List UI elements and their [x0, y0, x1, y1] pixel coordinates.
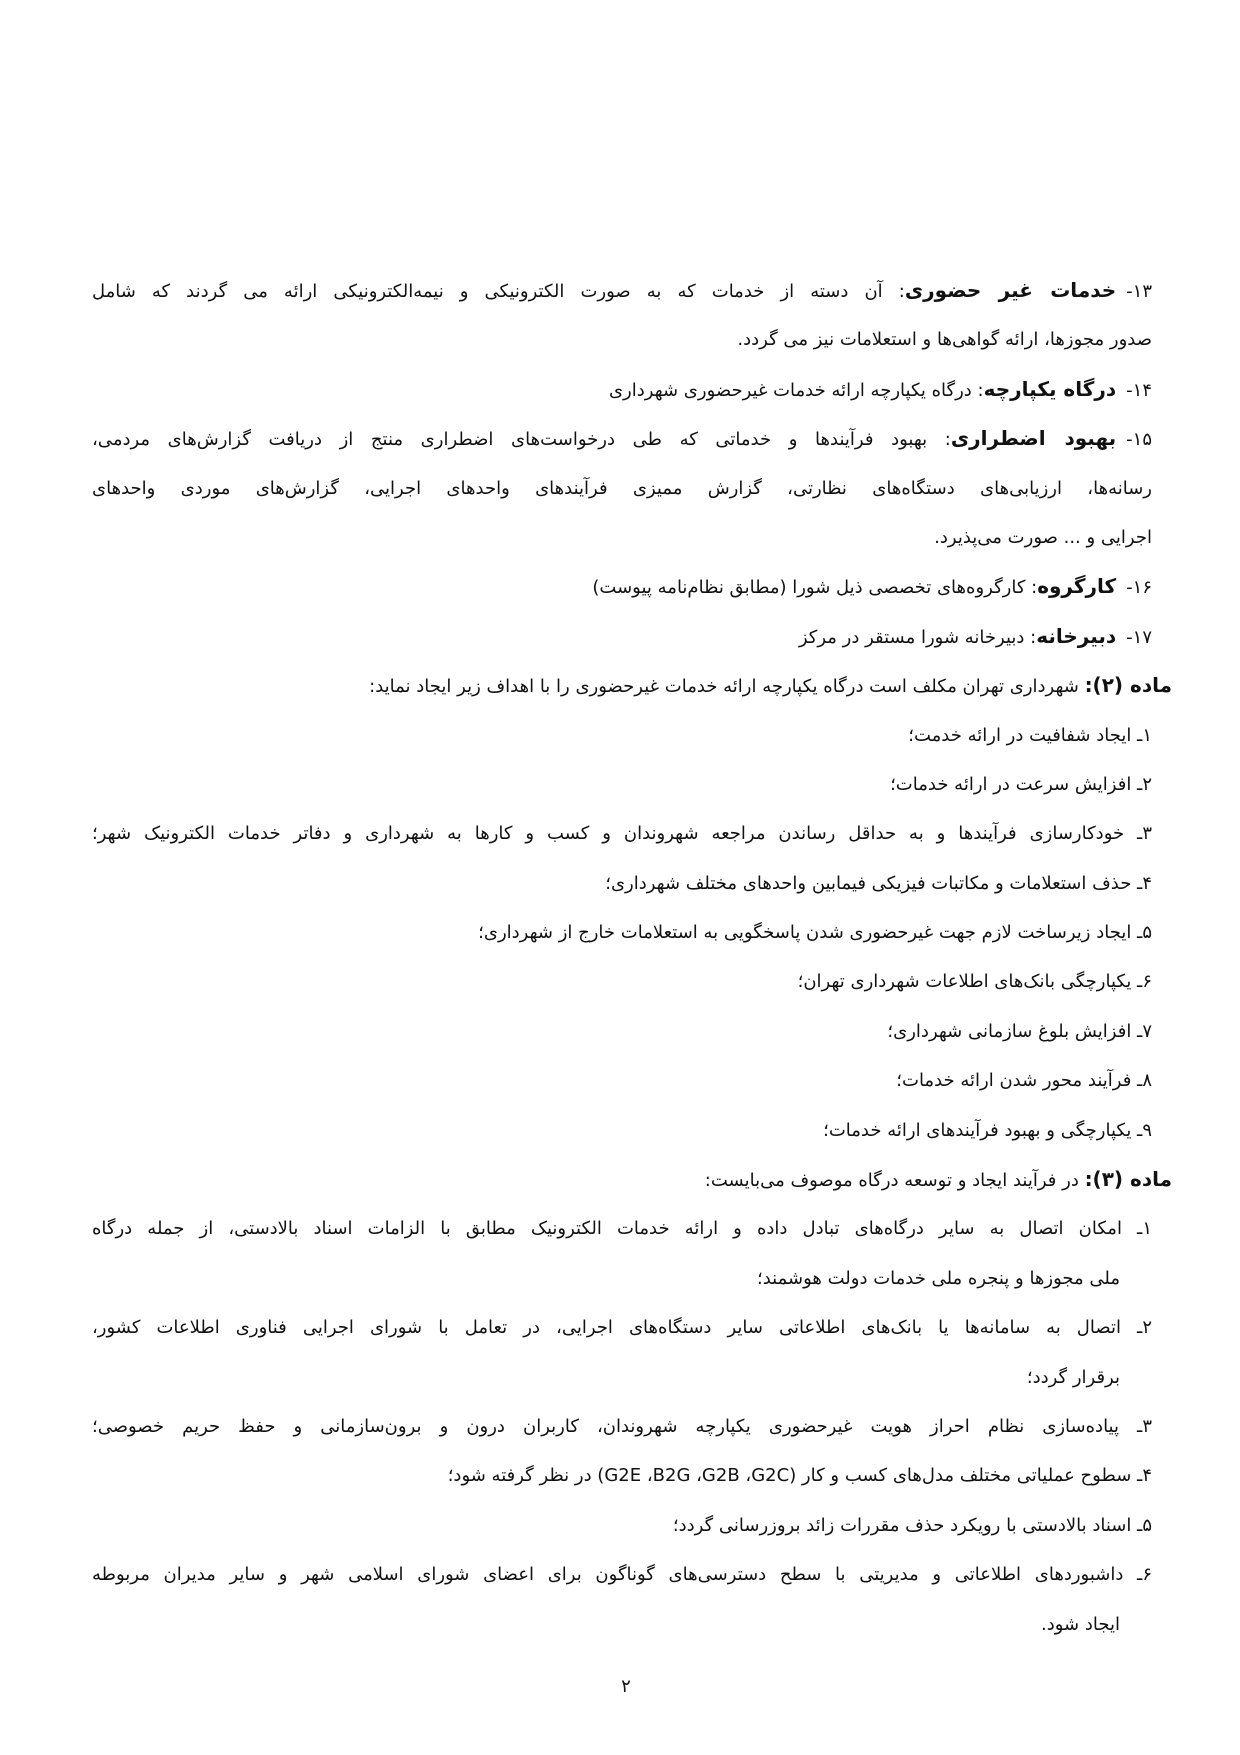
definition-17: [92, 612, 1152, 661]
article-3-heading: [92, 1155, 1172, 1204]
article-title: ماده (۲):: [1084, 673, 1172, 698]
definition-text: : کارگروه‌های تخصصی ذیل شورا (مطابق نظام‌نامه پیوست): [592, 577, 1038, 599]
article-2-item: ۴ـ حذف استعلامات و مکاتبات فیزیکی فیمابین واحدهای مختلف شهرداری؛: [605, 872, 1152, 894]
article-intro: شهرداری تهران مکلف است درگاه یکپارچه ارائه خدمات غیرحضوری را با اهداف زیر ایجاد نماید:: [369, 676, 1085, 698]
item-number: ۱۶-: [1126, 577, 1152, 599]
definition-text: : درگاه یکپارچه ارائه خدمات غیرحضوری شهرداری: [608, 379, 984, 401]
term: درگاه یکپارچه: [983, 376, 1117, 401]
article-2-item: ۸ـ فرآیند محور شدن ارائه خدمات؛: [896, 1070, 1152, 1092]
article-3-item: ۲ـ اتصال به سامانه‌ها یا بانک‌های اطلاعاتی سایر دستگاه‌های اجرایی، در تعامل با شورای اجرایی فناوری اطلاعات کشور،: [92, 1317, 1152, 1339]
article-2-item: ۹ـ یکپارچگی و بهبود فرآیندهای ارائه خدمات؛: [823, 1119, 1152, 1141]
term: دبیرخانه: [1036, 623, 1117, 648]
article-2-item: ۲ـ افزایش سرعت در ارائه خدمات؛: [890, 773, 1152, 795]
definition-13-cont: صدور مجوزها، ارائه گواهی‌ها و استعلامات نیز می گردد.: [737, 329, 1152, 351]
term: کارگروه: [1037, 574, 1117, 599]
definition-15: [92, 414, 1152, 463]
article-3-item-cont: ایجاد شود.: [1041, 1613, 1120, 1635]
article-3-item: ۴ـ سطوح عملیاتی مختلف مدل‌های کسب و کار (G2E ،B2G ،G2B ،G2C) در نظر گرفته شود؛: [447, 1465, 1152, 1487]
page-number: ۲: [621, 1676, 631, 1697]
article-3-item-cont: برقرار گردد؛: [1026, 1366, 1120, 1388]
definition-text: : دبیرخانه شورا مستقر در مرکز: [798, 626, 1037, 648]
article-3-item-cont: ملی مجوزها و پنجره ملی خدمات دولت هوشمند؛: [757, 1267, 1120, 1289]
article-2-item: ۱ـ ایجاد شفافیت در ارائه خدمت؛: [908, 724, 1152, 746]
article-2-item: ۳ـ خودکارسازی فرآیندها و به حداقل رساندن مراجعه شهروندان و کسب و کارها به شهرداری و دفاتر خدمات الکترونیک شهر؛: [92, 823, 1152, 845]
article-intro: در فرآیند ایجاد و توسعه درگاه موصوف می‌بایست:: [704, 1170, 1085, 1192]
definition-text: : بهبود فرآیندها و خدماتی که طی درخواست‌های اضطراری منتج از دریافت گزارش‌های مردمی،: [92, 429, 951, 451]
article-2-item: ۷ـ افزایش بلوغ سازمانی شهرداری؛: [887, 1020, 1152, 1042]
article-3-item: ۵ـ اسناد بالادستی با رویکرد حذف مقررات زائد بروزرسانی گردد؛: [672, 1514, 1152, 1536]
article-3-item: ۳ـ پیاده‌سازی نظام احراز هویت غیرحضوری یکپارچه شهروندان، کاربران درون و برون‌سازمانی و حفظ حریم خصوصی؛: [92, 1415, 1152, 1437]
definition-15-cont: رسانه‌ها، ارزیابی‌های دستگاه‌های نظارتی، گزارش ممیزی فرآیندهای واحدهای اجرایی، گزارش‌های موردی واحدهای: [92, 477, 1152, 499]
term: بهبود اضطراری: [950, 426, 1117, 451]
article-2-heading: [92, 661, 1172, 710]
item-number: ۱۴-: [1126, 379, 1152, 401]
item-number: ۱۷-: [1126, 626, 1152, 648]
definition-14: [92, 365, 1152, 414]
definition-13: [92, 266, 1152, 315]
document-body: [92, 266, 1172, 1649]
article-title: ماده (۳):: [1084, 1167, 1172, 1192]
article-3-item: ۶ـ داشبوردهای اطلاعاتی و مدیریتی با سطح دسترسی‌های گوناگون برای اعضای شورای اسلامی شهر و سایر مدیران مربوطه: [92, 1564, 1152, 1586]
item-number: ۱۵-: [1126, 429, 1152, 451]
article-2-item: ۶ـ یکپارچگی بانک‌های اطلاعات شهرداری تهران؛: [797, 971, 1152, 993]
article-3-item: ۱ـ امکان اتصال به سایر درگاه‌های تبادل داده و ارائه خدمات الکترونیک مطابق با الزامات اسناد بالادستی، از جمله درگاه: [92, 1218, 1152, 1240]
definition-15-cont: اجرایی و ... صورت می‌پذیرد.: [934, 526, 1152, 548]
item-number: ۱۳-: [1126, 281, 1153, 302]
article-2-item: ۵ـ ایجاد زیرساخت لازم جهت غیرحضوری شدن پاسخگویی به استعلامات خارج از شهرداری؛: [478, 922, 1152, 944]
definition-16: [92, 562, 1152, 611]
definition-text: : آن دسته از خدمات که به صورت الکترونیکی و نیمه‌الکترونیکی ارائه می گردند که شامل: [92, 281, 905, 302]
term: خدمات غیر حضوری: [904, 278, 1117, 302]
